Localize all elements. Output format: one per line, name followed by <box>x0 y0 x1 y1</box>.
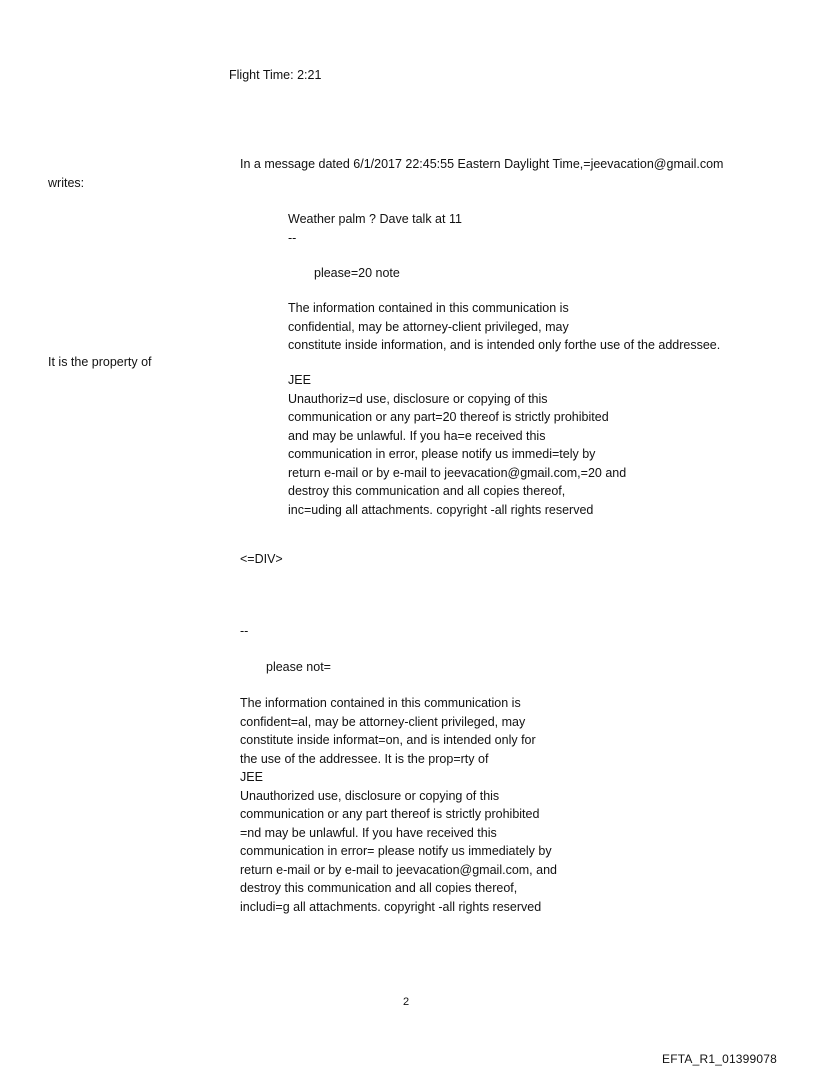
div-tag-text: <=DIV> <box>240 552 283 566</box>
quoted-disclaimer-rest <box>288 371 626 519</box>
disclaimer-line: Unauthorized use, disclosure or copying of this <box>240 788 500 803</box>
disclaimer-line: communication in error, please notify us immedi=tely by <box>288 447 596 461</box>
footer-signature-dashes: -- <box>240 624 249 638</box>
message-header: In a message dated 6/1/2017 22:45:55 Eastern Daylight Time,=jeevacation@gmail.com <box>240 157 724 171</box>
quoted-property-of: It is the property of <box>48 355 152 369</box>
disclaimer-line: destroy this communication and all copies thereof, <box>240 881 518 895</box>
disclaimer-line: The information contained in this communication is <box>240 696 521 710</box>
disclaimer-line: JEE <box>240 770 263 784</box>
footer-please-note: please not= <box>266 660 331 674</box>
footer-disclaimer <box>240 694 557 916</box>
disclaimer-line: JEE <box>288 373 311 387</box>
disclaimer-line: destroy this communication and all copies thereof, <box>288 484 566 498</box>
quoted-signature-dashes: -- <box>288 231 297 245</box>
disclaimer-line: confidential, may be attorney-client privileged, may <box>288 319 569 334</box>
quoted-please-note: please=20 note <box>314 266 400 280</box>
disclaimer-line: constitute inside informat=on, and is intended only for <box>240 733 536 747</box>
disclaimer-line: =nd may be unlawful. If you have received this <box>240 825 497 840</box>
disclaimer-line: communication in error= please notify us immediately by <box>240 844 552 858</box>
disclaimer-line: confident=al, may be attorney-client privileged, may <box>240 714 526 729</box>
disclaimer-line: the use of the addressee. It is the prop=rty of <box>240 751 489 766</box>
disclaimer-line: The information contained in this communication is <box>288 301 569 315</box>
disclaimer-line: communication or any part=20 thereof is strictly prohibited <box>288 410 609 424</box>
flight-time: Flight Time: 2:21 <box>229 68 322 82</box>
disclaimer-line: constitute inside information, and is intended only forthe use of the addressee. <box>288 338 721 352</box>
quoted-weather-line: Weather palm ? Dave talk at 11 <box>288 212 462 226</box>
disclaimer-line: includi=g all attachments. copyright -all rights reserved <box>240 899 542 914</box>
disclaimer-line: and may be unlawful. If you ha=e received this <box>288 428 546 443</box>
disclaimer-line: return e-mail or by e-mail to jeevacation@gmail.com,=20 and <box>288 465 627 480</box>
document-id: EFTA_R1_01399078 <box>662 1052 778 1066</box>
disclaimer-line: inc=uding all attachments. copyright -all rights reserved <box>288 502 594 517</box>
disclaimer-line: return e-mail or by e-mail to jeevacation@gmail.com, and <box>240 862 557 877</box>
page-number: 2 <box>403 996 410 1008</box>
quoted-disclaimer-intro <box>288 299 720 355</box>
disclaimer-line: Unauthoriz=d use, disclosure or copying of this <box>288 391 548 406</box>
disclaimer-line: communication or any part thereof is strictly prohibited <box>240 807 540 821</box>
message-header-writes: writes: <box>48 176 85 190</box>
